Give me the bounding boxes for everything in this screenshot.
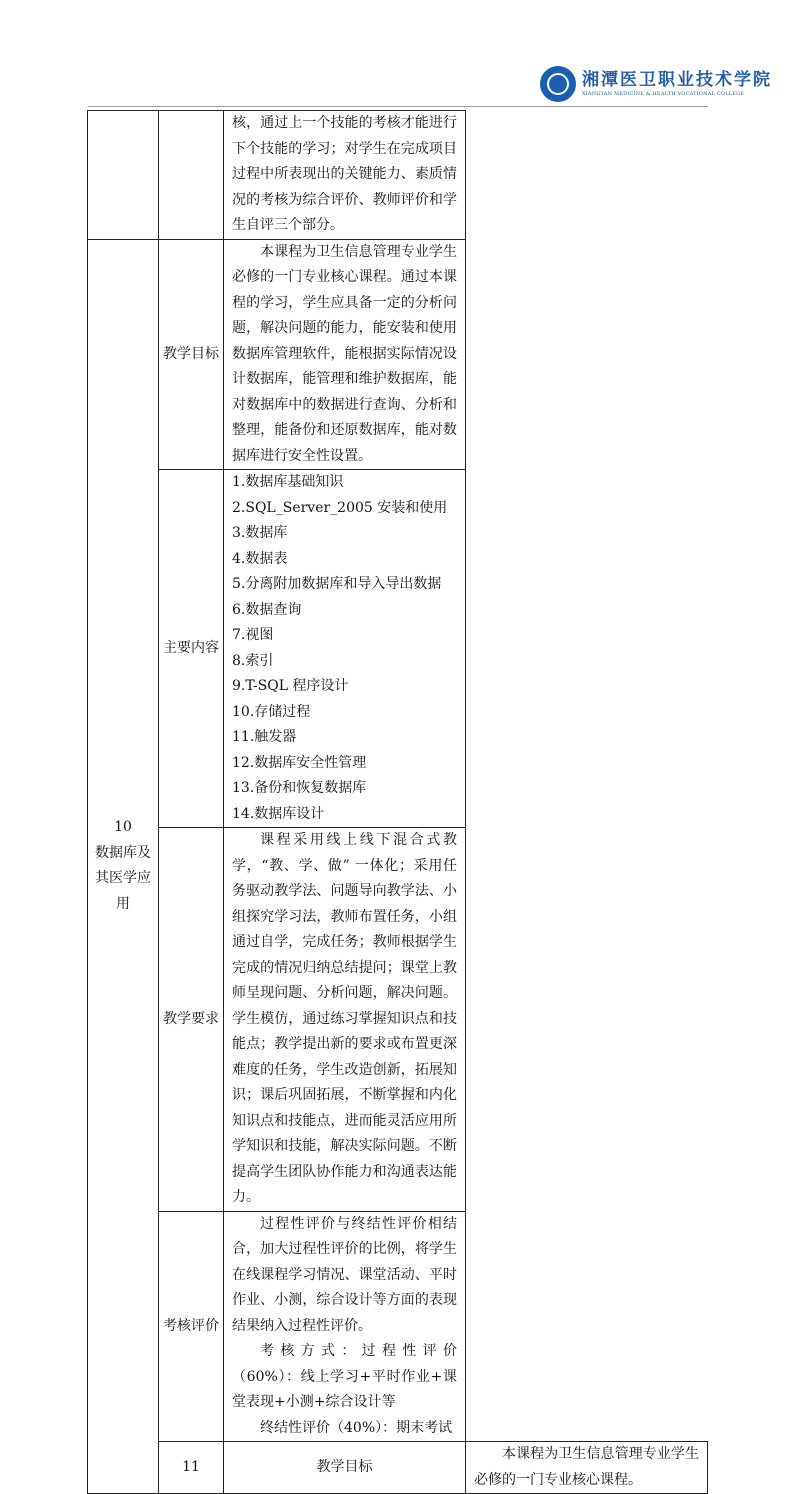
continued-text: 核，通过上一个技能的考核才能进行下个技能的学习；对学生在完成项目过程中所表现出的关键能力、素质情况的考核为综合评价、教师评价和学生自评三个部分。 bbox=[232, 115, 457, 233]
content-list-item: 5.分离附加数据库和导入导出数据 bbox=[232, 576, 442, 592]
table-row bbox=[88, 239, 708, 470]
course-number: 10 bbox=[114, 819, 132, 836]
content-list-item: 13.备份和恢复数据库 bbox=[232, 780, 367, 796]
content-list-item: 9.T-SQL 程序设计 bbox=[232, 678, 349, 694]
continued-text-cell bbox=[224, 111, 466, 240]
label-objective: 教学目标 bbox=[159, 239, 224, 470]
content-list-item: 2.SQL_Server_2005 安装和使用 bbox=[232, 499, 448, 516]
table-row bbox=[88, 111, 708, 240]
content-list-item: 11.触发器 bbox=[232, 729, 297, 745]
content-list-item: 6.数据查询 bbox=[232, 601, 302, 618]
assessment-final: 终结性评价（40%）：期末考试 bbox=[260, 1419, 453, 1436]
requirement-text: 课程采用线上线下混合式教学，“教、学、做” 一体化；采用任务驱动教学法、问题导向教学法、小组探究学习法，教师布置任务，小组通过自学，完成任务；教师根据学生完成的情况归纳总结提问；课堂上教师呈现问题、分析问题，解决问题。学生模仿，通过练习掌握知识点和技能点；教学提出新的要求或布置更深难度的任务，学生改造创新，拓展知识；课后巩固拓展，不断掌握和内化知识点和技能点，进而能灵活应用所学知识和技能，解决实际问题。不断提高学生团队协作能力和沟通表达能力。 bbox=[232, 832, 457, 1205]
label-objective: 教学目标 bbox=[224, 1442, 466, 1494]
assessment-method: 考核方式：过程性评价（60%）：线上学习+平时作业+课堂表现+小测+综合设计等 bbox=[232, 1343, 457, 1410]
college-seal-icon bbox=[540, 66, 576, 102]
assessment-text: 过程性评价与终结性评价相结合，加大过程性评价的比例，将学生在线课程学习情况、课堂活动、平时作业、小测，综合设计等方面的表现结果纳入过程性评价。 bbox=[232, 1215, 457, 1334]
content-list-item: 7.视图 bbox=[232, 627, 274, 643]
content-list-item: 14.数据库设计 bbox=[232, 805, 325, 822]
course-cell bbox=[88, 239, 159, 1494]
label-requirement: 教学要求 bbox=[159, 828, 224, 1212]
label-content: 主要内容 bbox=[159, 470, 224, 828]
header-rule bbox=[88, 106, 708, 107]
table-row bbox=[88, 828, 708, 1212]
table-row bbox=[88, 1442, 708, 1494]
content-list-item: 1.数据库基础知识 bbox=[232, 474, 344, 490]
course-number: 11 bbox=[159, 1442, 224, 1494]
content-list-item: 3.数据库 bbox=[232, 525, 288, 541]
objective-text: 本课程为卫生信息管理专业学生必修的一门专业核心课程。 bbox=[474, 1446, 699, 1488]
empty-cell bbox=[88, 111, 159, 240]
logo-chinese-name: 湘潭医卫职业技术学院 bbox=[582, 70, 772, 90]
label-assessment: 考核评价 bbox=[159, 1211, 224, 1442]
content-list-item: 4.数据表 bbox=[232, 550, 288, 567]
content-list-item: 8.索引 bbox=[232, 652, 274, 669]
content-list bbox=[224, 470, 466, 828]
table-row bbox=[88, 1211, 708, 1442]
objective-text: 本课程为卫生信息管理专业学生必修的一门专业核心课程。通过本课程的学习，学生应具备一定的分析问题，解决问题的能力，能安装和使用数据库管理软件，能根据实际情况设计数据库，能管理和维护数据库，能对数据库中的数据进行查询、分析和整理，能备份和还原数据库，能对数据库进行安全性设置。 bbox=[232, 243, 457, 464]
table-row bbox=[88, 470, 708, 828]
logo-english-name: XIANGTAN MEDICINE & HEALTH VOCATIONAL COLLEGE bbox=[582, 91, 745, 97]
content-list-item: 10.存储过程 bbox=[232, 703, 311, 720]
college-logo bbox=[540, 66, 772, 102]
course-name: 数据库及其医学应用 bbox=[95, 844, 151, 912]
empty-cell bbox=[159, 111, 224, 240]
curriculum-table bbox=[87, 110, 708, 1494]
content-list-item: 12.数据库安全性管理 bbox=[232, 754, 367, 771]
